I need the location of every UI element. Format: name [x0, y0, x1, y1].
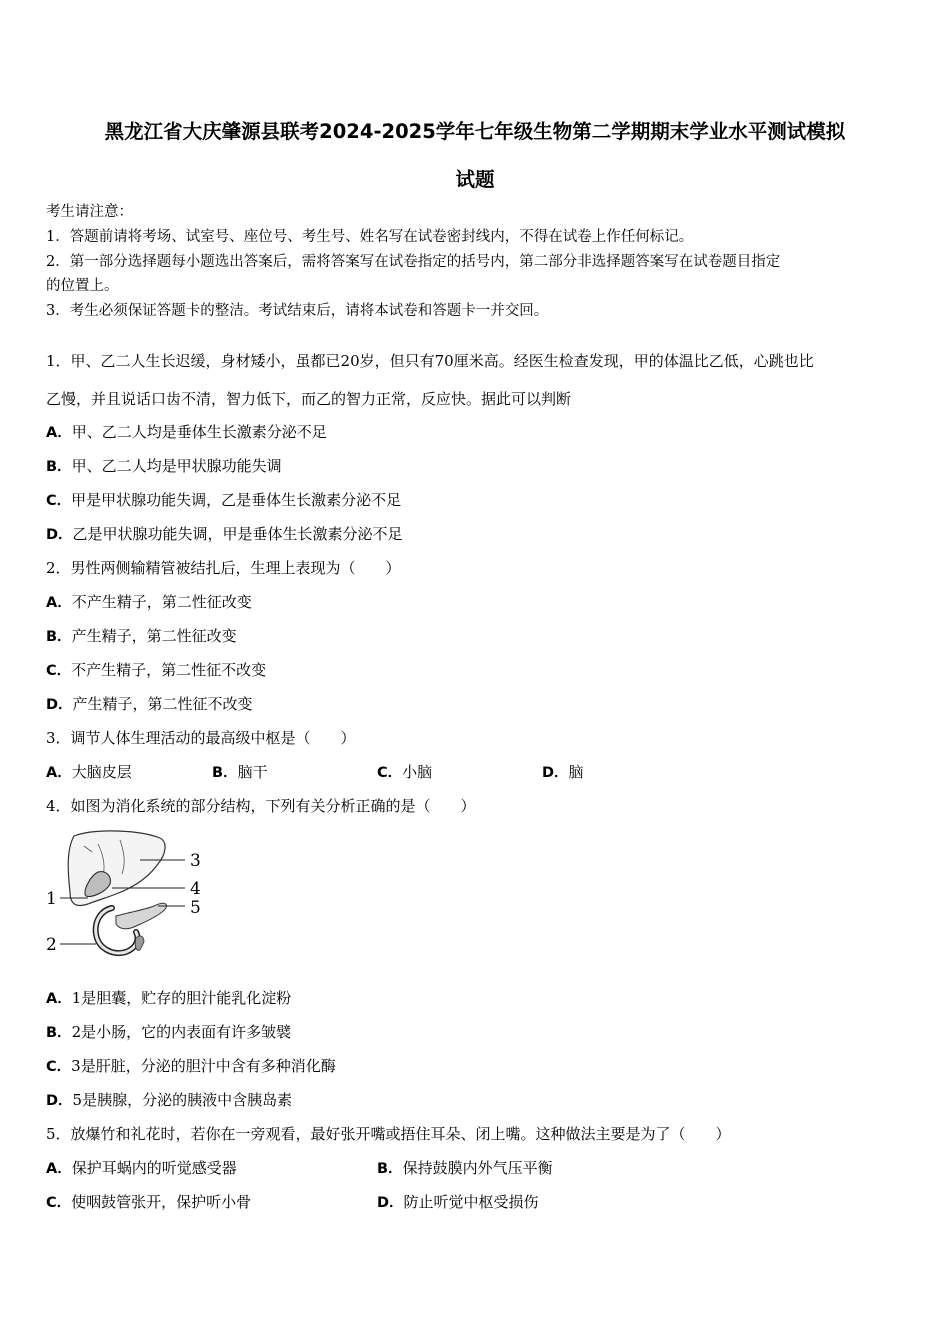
figure-label-2: 2 [46, 935, 57, 955]
stomach-end-shape [135, 936, 144, 950]
question-4-option-d: D．5是胰腺，分泌的胰液中含胰岛素 [46, 1091, 293, 1109]
question-2-option-c: C．不产生精子，第二性征不改变 [46, 661, 267, 679]
question-4-option-b: B．2是小肠，它的内表面有许多皱襞 [46, 1023, 292, 1041]
notice-item: 1．答题前请将考场、试室号、座位号、考生号、姓名写在试卷密封线内，不得在试卷上作任何标记。 [46, 229, 694, 245]
notice-item: 2．第一部分选择题每小题选出答案后，需将答案写在试卷指定的括号内，第二部分非选择题答案写在试卷题目指定 [46, 254, 781, 270]
question-2-stem: 2．男性两侧输精管被结扎后，生理上表现为（ ） [46, 559, 401, 577]
pancreas-shape [116, 903, 166, 929]
question-5-option-d: D．防止听觉中枢受损伤 [377, 1193, 539, 1211]
question-5-stem: 5．放爆竹和礼花时，若你在一旁观看，最好张开嘴或捂住耳朵、闭上嘴。这种做法主要是为了（ ） [46, 1125, 731, 1143]
question-1-option-a: A．甲、乙二人均是垂体生长激素分泌不足 [46, 423, 327, 441]
question-5-option-b: B．保持鼓膜内外气压平衡 [377, 1159, 553, 1177]
question-4-option-c: C．3是肝脏，分泌的胆汁中含有多种消化酶 [46, 1057, 336, 1075]
question-3-option-b: B．脑干 [212, 763, 268, 781]
notice-heading: 考生请注意： [46, 204, 133, 220]
question-5-option-a: A．保护耳蜗内的听觉感受器 [46, 1159, 237, 1177]
notice-item: 3．考生必须保证答题卡的整洁。考试结束后，请将本试卷和答题卡一并交回。 [46, 303, 549, 319]
question-3-option-c: C．小脑 [377, 763, 433, 781]
question-1-stem-continued: 乙慢，并且说话口齿不清，智力低下，而乙的智力正常，反应快。据此可以判断 [46, 390, 572, 408]
figure-label-3: 3 [190, 851, 201, 871]
question-4-option-a: A．1是胆囊，贮存的胆汁能乳化淀粉 [46, 989, 292, 1007]
page-title-continued: 试题 [455, 168, 495, 191]
page-title: 黑龙江省大庆肇源县联考2024-2025学年七年级生物第二学期期末学业水平测试模拟 [104, 120, 846, 143]
question-1-option-b: B．甲、乙二人均是甲状腺功能失调 [46, 457, 282, 475]
question-1-option-d: D．乙是甲状腺功能失调，甲是垂体生长激素分泌不足 [46, 525, 403, 543]
liver-shape [68, 831, 165, 906]
question-4-stem: 4．如图为消化系统的部分结构，下列有关分析正确的是（ ） [46, 797, 476, 815]
question-1-stem: 1．甲、乙二人生长迟缓，身材矮小，虽都已20岁，但只有70厘米高。经医生检查发现，甲的体温比乙低，心跳也比 [46, 352, 814, 370]
question-2-option-d: D．产生精子，第二性征不改变 [46, 695, 253, 713]
question-3-option-d: D．脑 [542, 763, 584, 781]
notice-item: 的位置上。 [46, 278, 119, 294]
figure-label-1: 1 [46, 889, 57, 909]
figure-label-4: 4 [190, 879, 201, 899]
question-3-stem: 3．调节人体生理活动的最高级中枢是（ ） [46, 729, 356, 747]
question-1-option-c: C．甲是甲状腺功能失调，乙是垂体生长激素分泌不足 [46, 491, 402, 509]
figure-label-5: 5 [190, 898, 201, 918]
question-2-option-a: A．不产生精子，第二性征改变 [46, 593, 252, 611]
digestive-system-figure [40, 826, 220, 962]
question-5-option-c: C．使咽鼓管张开，保护听小骨 [46, 1193, 252, 1211]
question-2-option-b: B．产生精子，第二性征改变 [46, 627, 237, 645]
question-3-option-a: A．大脑皮层 [46, 763, 132, 781]
